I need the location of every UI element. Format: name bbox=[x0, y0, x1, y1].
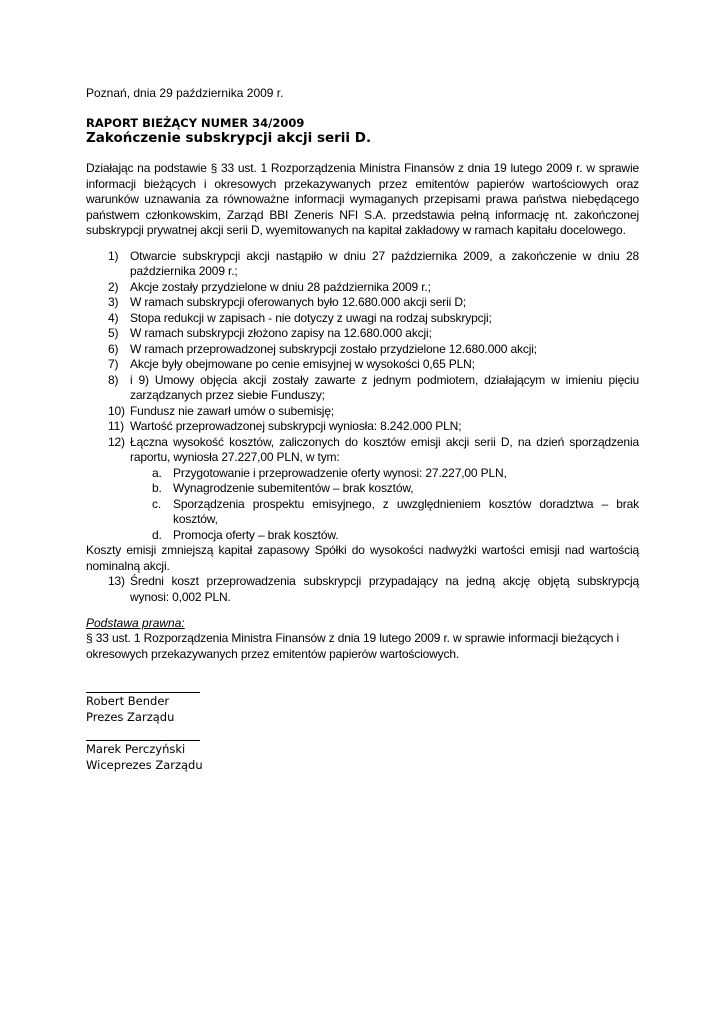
sub-list-item-text: Sporządzenia prospektu emisyjnego, z uwzględnieniem kosztów doradztwa – brak kosztów, bbox=[173, 496, 639, 526]
list-item-number: 11) bbox=[108, 419, 125, 433]
sub-list-item-letter: d. bbox=[152, 527, 162, 542]
report-items-list-continued bbox=[86, 574, 639, 605]
list-item-text: Łączna wysokość kosztów, zaliczonych do kosztów emisji akcji serii D, na dzień sporządzenia raportu, wyniosła 27.227,00 PLN, w tym: bbox=[130, 434, 639, 464]
list-item-text: Fundusz nie zawarł umów o subemisję; bbox=[130, 403, 335, 418]
place-date: Poznań, dnia 29 października 2009 r. bbox=[86, 86, 284, 100]
report-title: Zakończenie subskrypcji akcji serii D. bbox=[86, 130, 372, 146]
signer-role: Wiceprezes Zarządu bbox=[86, 758, 203, 772]
list-item-text: Akcje zostały przydzielone w dniu 28 października 2009 r.; bbox=[130, 279, 431, 294]
list-item bbox=[86, 280, 639, 296]
list-item-text: Akcje były obejmowane po cenie emisyjnej w wysokości 0,65 PLN; bbox=[130, 357, 475, 371]
list-item-number: 4) bbox=[108, 310, 119, 325]
cost-breakdown-list bbox=[130, 466, 639, 544]
list-item bbox=[86, 373, 639, 404]
list-item bbox=[86, 249, 639, 280]
signature-block bbox=[86, 679, 639, 725]
document-page bbox=[86, 86, 639, 775]
list-item-number: 8) bbox=[108, 372, 119, 387]
signer-name: Marek Perczyński bbox=[86, 742, 186, 756]
sub-list-item bbox=[130, 497, 639, 528]
signer-name: Robert Bender bbox=[86, 694, 170, 708]
sub-list-item-letter: b. bbox=[152, 481, 162, 495]
list-item-text: i 9) Umowy objęcia akcji zostały zawarte z jednym podmiotem, działającym w imieniu pięciu zarządzanych przez siebie Funduszy; bbox=[130, 372, 639, 402]
sub-list-item-letter: c. bbox=[152, 496, 162, 511]
sub-list-item bbox=[130, 528, 639, 544]
legal-basis-heading: Podstawa prawna: bbox=[86, 616, 185, 630]
sub-list-item-text: Promocja oferty – brak kosztów. bbox=[173, 527, 339, 542]
signature-line bbox=[86, 679, 200, 693]
report-number: RAPORT BIEŻĄCY NUMER 34/2009 bbox=[86, 116, 305, 130]
report-items-list bbox=[86, 249, 639, 544]
list-item-text: W ramach subskrypcji oferowanych było 12.680.000 akcji serii D; bbox=[130, 295, 467, 309]
list-item-text: Wartość przeprowadzonej subskrypcji wyniosła: 8.242.000 PLN; bbox=[130, 419, 462, 433]
list-item bbox=[86, 311, 639, 327]
signature-block bbox=[86, 727, 639, 773]
sub-list-item bbox=[130, 466, 639, 482]
sub-list-item bbox=[130, 481, 639, 497]
list-item-number: 1) bbox=[108, 248, 119, 263]
sub-list-item-text: Wynagrodzenie subemitentów – brak kosztów, bbox=[173, 481, 414, 495]
costs-note: Koszty emisji zmniejszą kapitał zapasowy Spółki do wysokości nadwyżki wartości emisji nad wartością nominalną akcji. bbox=[86, 543, 639, 573]
list-item-text: W ramach subskrypcji złożono zapisy na 12.680.000 akcji; bbox=[130, 326, 432, 340]
list-item bbox=[86, 326, 639, 342]
list-item-number: 6) bbox=[108, 341, 119, 356]
list-item bbox=[86, 435, 639, 544]
list-item-number: 7) bbox=[108, 357, 119, 371]
list-item-text: Stopa redukcji w zapisach - nie dotyczy z uwagi na rodzaj subskrypcji; bbox=[130, 310, 492, 325]
list-item-number: 2) bbox=[108, 279, 119, 294]
list-item bbox=[86, 419, 639, 435]
list-item bbox=[86, 342, 639, 358]
list-item bbox=[86, 574, 639, 605]
signature-line bbox=[86, 727, 200, 741]
list-item-number: 5) bbox=[108, 326, 119, 340]
list-item bbox=[86, 404, 639, 420]
intro-paragraph: Działając na podstawie § 33 ust. 1 Rozporządzenia Ministra Finansów z dnia 19 lutego 2009 r. w sprawie informacji bieżących i okresowych przekazywanych przez emitentów papierów wartościowych oraz warunków uznawania za równoważne informacji wymaganych przepisami prawa państwa niebędącego państwem członkowskim, Zarząd BBI Zeneris NFI S.A. przedstawia pełną informację nt. zakończonej subskrypcji prywatnej akcji serii D, wyemitowanych na kapitał zakładowy w ramach kapitału docelowego. bbox=[86, 161, 639, 237]
list-item-text: W ramach przeprowadzonej subskrypcji zostało przydzielone 12.680.000 akcji; bbox=[130, 341, 537, 356]
sub-list-item-letter: a. bbox=[152, 465, 162, 480]
list-item-number: 13) bbox=[108, 574, 125, 588]
list-item-number: 12) bbox=[108, 434, 125, 449]
list-item-number: 3) bbox=[108, 295, 119, 309]
list-item bbox=[86, 295, 639, 311]
sub-list-item-text: Przygotowanie i przeprowadzenie oferty wynosi: 27.227,00 PLN, bbox=[173, 465, 507, 480]
signer-role: Prezes Zarządu bbox=[86, 710, 175, 724]
legal-basis-text: § 33 ust. 1 Rozporządzenia Ministra Finansów z dnia 19 lutego 2009 r. w sprawie informacji bieżących i okresowych przekazywanych przez emitentów papierów wartościowych. bbox=[86, 631, 619, 661]
list-item-text: Otwarcie subskrypcji akcji nastąpiło w dniu 27 października 2009, a zakończenie w dniu 28 października 2009 r.; bbox=[130, 248, 639, 278]
list-item bbox=[86, 357, 639, 373]
list-item-text: Średni koszt przeprowadzenia subskrypcji przypadający na jedną akcję objętą subskrypcją wynosi: 0,002 PLN. bbox=[130, 574, 639, 604]
list-item-number: 10) bbox=[108, 403, 125, 418]
